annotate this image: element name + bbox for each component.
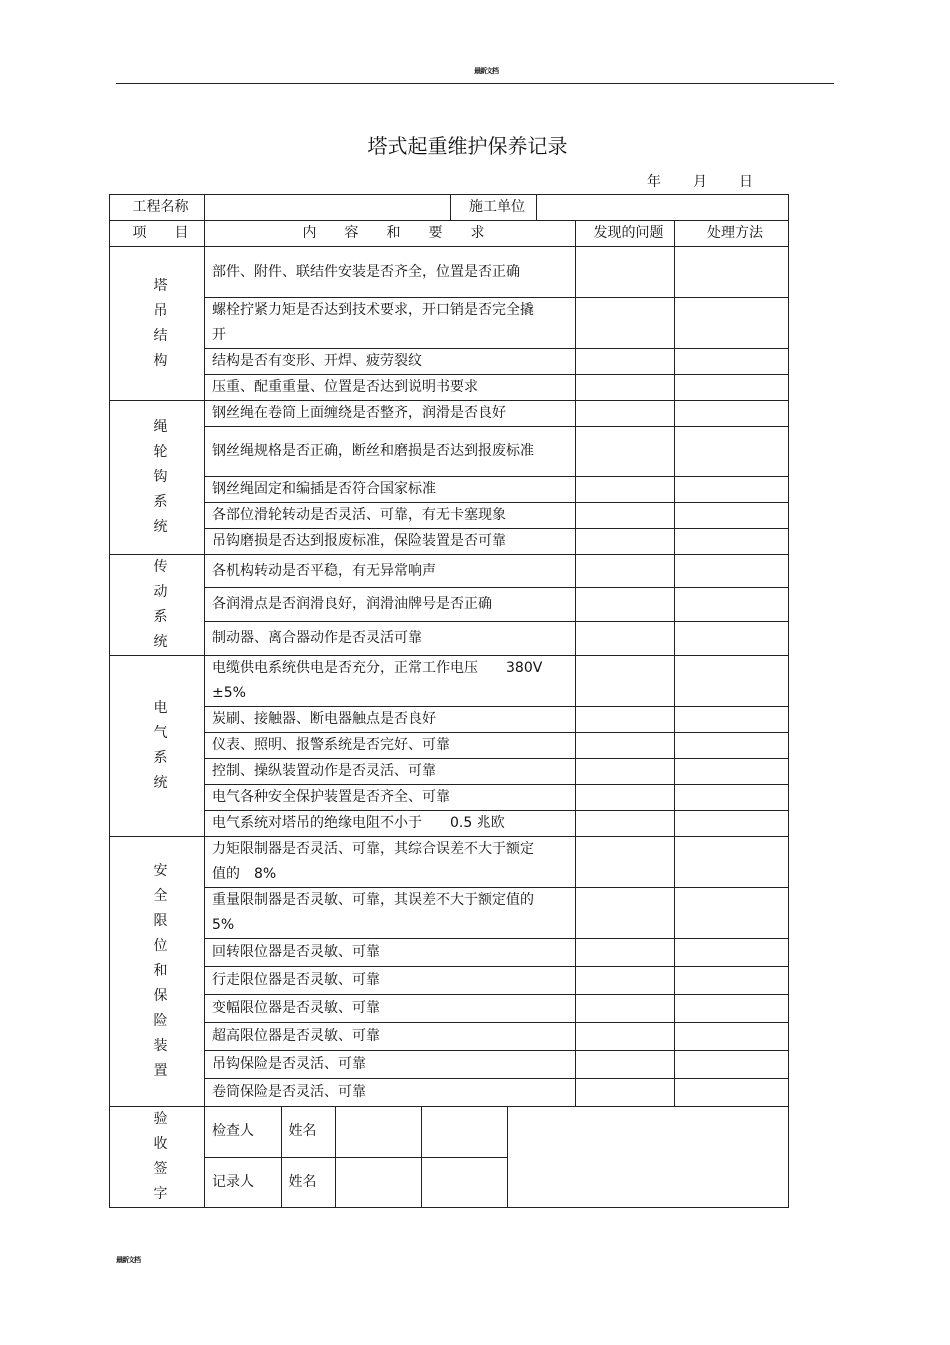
method-cell[interactable] [675,837,789,888]
method-cell[interactable] [675,811,789,837]
table-row [110,995,789,1023]
inspector-signature-field[interactable] [421,1107,507,1157]
requirement-cell: 吊钩磨损是否达到报废标准，保险装置是否可靠 [205,529,576,555]
recorder-name-label: 姓名 [281,1157,335,1207]
table-row [110,733,789,759]
problem-cell[interactable] [576,888,675,939]
date-day-label: 日 [739,174,753,190]
method-cell[interactable] [675,967,789,995]
method-cell[interactable] [675,707,789,733]
column-content-header: 内 容 和 要 求 [205,221,576,247]
method-cell[interactable] [675,622,789,656]
column-header-row [110,221,789,247]
requirement-cell: 制动器、离合器动作是否灵活可靠 [205,622,576,656]
section-tower-structure-label: 塔 吊 结 构 [110,247,205,401]
method-cell[interactable] [675,529,789,555]
recorder-signature-field[interactable] [421,1157,507,1207]
requirement-cell: 电气系统对塔吊的绝缘电阻不小于 0.5 兆欧 [205,811,576,837]
requirement-cell: 炭刷、接触器、断电器触点是否良好 [205,707,576,733]
requirement-cell: 钢丝绳在卷筒上面缠绕是否整齐，润滑是否良好 [205,401,576,427]
method-cell[interactable] [675,503,789,529]
problem-cell[interactable] [576,733,675,759]
table-row [110,401,789,427]
requirement-cell: 电缆供电系统供电是否充分，正常工作电压 380V ±5% [205,656,576,707]
requirement-cell: 卷筒保险是否灵活、可靠 [205,1079,576,1107]
problem-cell[interactable] [576,967,675,995]
requirement-cell: 电气各种安全保护装置是否齐全、可靠 [205,785,576,811]
table-row [110,529,789,555]
problem-cell[interactable] [576,939,675,967]
method-cell[interactable] [675,939,789,967]
table-row [110,967,789,995]
problem-cell[interactable] [576,995,675,1023]
section-electrical-label: 电 气 系 统 [110,656,205,837]
problem-cell[interactable] [576,837,675,888]
table-row [110,555,789,588]
table-row [110,503,789,529]
table-row [110,375,789,401]
table-row [110,622,789,656]
info-row [110,195,789,221]
table-row [110,939,789,967]
method-cell[interactable] [675,555,789,588]
problem-cell[interactable] [576,401,675,427]
table-row [110,1079,789,1107]
document-title: 塔式起重维护保养记录 [367,134,568,158]
table-row [110,785,789,811]
problem-cell[interactable] [576,588,675,622]
problem-cell[interactable] [576,375,675,401]
requirement-cell: 吊钩保险是否灵活、可靠 [205,1051,576,1079]
method-cell[interactable] [675,477,789,503]
requirement-cell: 回转限位器是否灵敏、可靠 [205,939,576,967]
problem-cell[interactable] [576,1079,675,1107]
method-cell[interactable] [675,995,789,1023]
problem-cell[interactable] [576,427,675,477]
method-cell[interactable] [675,785,789,811]
method-cell[interactable] [675,656,789,707]
date-month-label: 月 [693,174,707,190]
requirement-cell: 控制、操纵装置动作是否灵活、可靠 [205,759,576,785]
table-row [110,349,789,375]
problem-cell[interactable] [576,298,675,349]
inspector-name-label: 姓名 [281,1107,335,1157]
column-method-header: 处理方法 [675,221,789,247]
footer-mark: 最新文档 [116,1256,140,1264]
column-item-header: 项 目 [110,221,205,247]
section-acceptance-signature-label: 验 收 签 字 [110,1107,205,1208]
requirement-cell: 重量限制器是否灵敏、可靠，其误差不大于额定值的 5% [205,888,576,939]
method-cell[interactable] [675,375,789,401]
table-row [110,298,789,349]
recorder-label: 记录人 [205,1157,281,1207]
table-row [110,1051,789,1079]
problem-cell[interactable] [576,622,675,656]
problem-cell[interactable] [576,811,675,837]
inspector-label: 检查人 [205,1107,281,1157]
method-cell[interactable] [675,349,789,375]
construction-unit-label: 施工单位 [451,195,537,221]
requirement-cell: 各润滑点是否润滑良好，润滑油牌号是否正确 [205,588,576,622]
sign-off-grid [205,1107,789,1208]
problem-cell[interactable] [576,656,675,707]
sign-off-row [110,1107,789,1208]
problem-cell[interactable] [576,759,675,785]
table-row [110,811,789,837]
problem-cell[interactable] [576,529,675,555]
requirement-cell: 螺栓拧紧力矩是否达到技术要求，开口销是否完全撬开 [205,298,576,349]
problem-cell[interactable] [576,1023,675,1051]
requirement-cell: 仪表、照明、报警系统是否完好、可靠 [205,733,576,759]
table-row [110,477,789,503]
header-divider [116,83,834,84]
problem-cell[interactable] [576,349,675,375]
requirement-cell: 结构是否有变形、开焊、疲劳裂纹 [205,349,576,375]
table-row [110,1023,789,1051]
method-cell[interactable] [675,733,789,759]
column-problem-header: 发现的问题 [576,221,675,247]
requirement-cell: 力矩限制器是否灵活、可靠，其综合误差不大于额定值的 8% [205,837,576,888]
requirement-cell: 行走限位器是否灵敏、可靠 [205,967,576,995]
construction-unit-field[interactable] [537,195,789,221]
requirement-cell: 超高限位器是否灵敏、可靠 [205,1023,576,1051]
table-row [110,759,789,785]
section-rope-sheave-hook-label: 绳 轮 钩 系 统 [110,401,205,555]
requirement-cell: 部件、附件、联结件安装是否齐全，位置是否正确 [205,247,576,298]
table-row [110,247,789,298]
problem-cell[interactable] [576,785,675,811]
method-cell[interactable] [675,888,789,939]
requirement-cell: 各机构转动是否平稳，有无异常响声 [205,555,576,588]
project-name-field[interactable] [205,195,451,221]
maintenance-record-table [109,194,789,1208]
section-safety-limits-label: 安 全 限 位 和 保 险 装 置 [110,837,205,1107]
problem-cell[interactable] [576,555,675,588]
problem-cell[interactable] [576,503,675,529]
section-transmission-label: 传 动 系 统 [110,555,205,656]
table-row [110,707,789,733]
table-row [110,588,789,622]
date-year-label: 年 [647,174,661,190]
method-cell[interactable] [675,298,789,349]
method-cell[interactable] [675,247,789,298]
method-cell[interactable] [675,427,789,477]
table-row [110,837,789,888]
problem-cell[interactable] [576,1051,675,1079]
project-name-label: 工程名称 [110,195,205,221]
method-cell[interactable] [675,588,789,622]
method-cell[interactable] [675,759,789,785]
requirement-cell: 钢丝绳规格是否正确，断丝和磨损是否达到报废标准 [205,427,576,477]
sign-off-inner-table [205,1107,788,1207]
problem-cell[interactable] [576,247,675,298]
method-cell[interactable] [675,1079,789,1107]
table-row [110,656,789,707]
method-cell[interactable] [675,1023,789,1051]
problem-cell[interactable] [576,477,675,503]
requirement-cell: 钢丝绳固定和编插是否符合国家标准 [205,477,576,503]
requirement-cell: 压重、配重重量、位置是否达到说明书要求 [205,375,576,401]
inspector-name-field[interactable] [335,1107,421,1157]
table-row [110,427,789,477]
requirement-cell: 各部位滑轮转动是否灵活、可靠，有无卡塞现象 [205,503,576,529]
table-row [110,888,789,939]
header-mark: 最新文档 [474,67,498,75]
method-cell[interactable] [675,1051,789,1079]
method-cell[interactable] [675,401,789,427]
sign-off-remarks-field[interactable] [507,1107,788,1207]
problem-cell[interactable] [576,707,675,733]
requirement-cell: 变幅限位器是否灵敏、可靠 [205,995,576,1023]
recorder-name-field[interactable] [335,1157,421,1207]
